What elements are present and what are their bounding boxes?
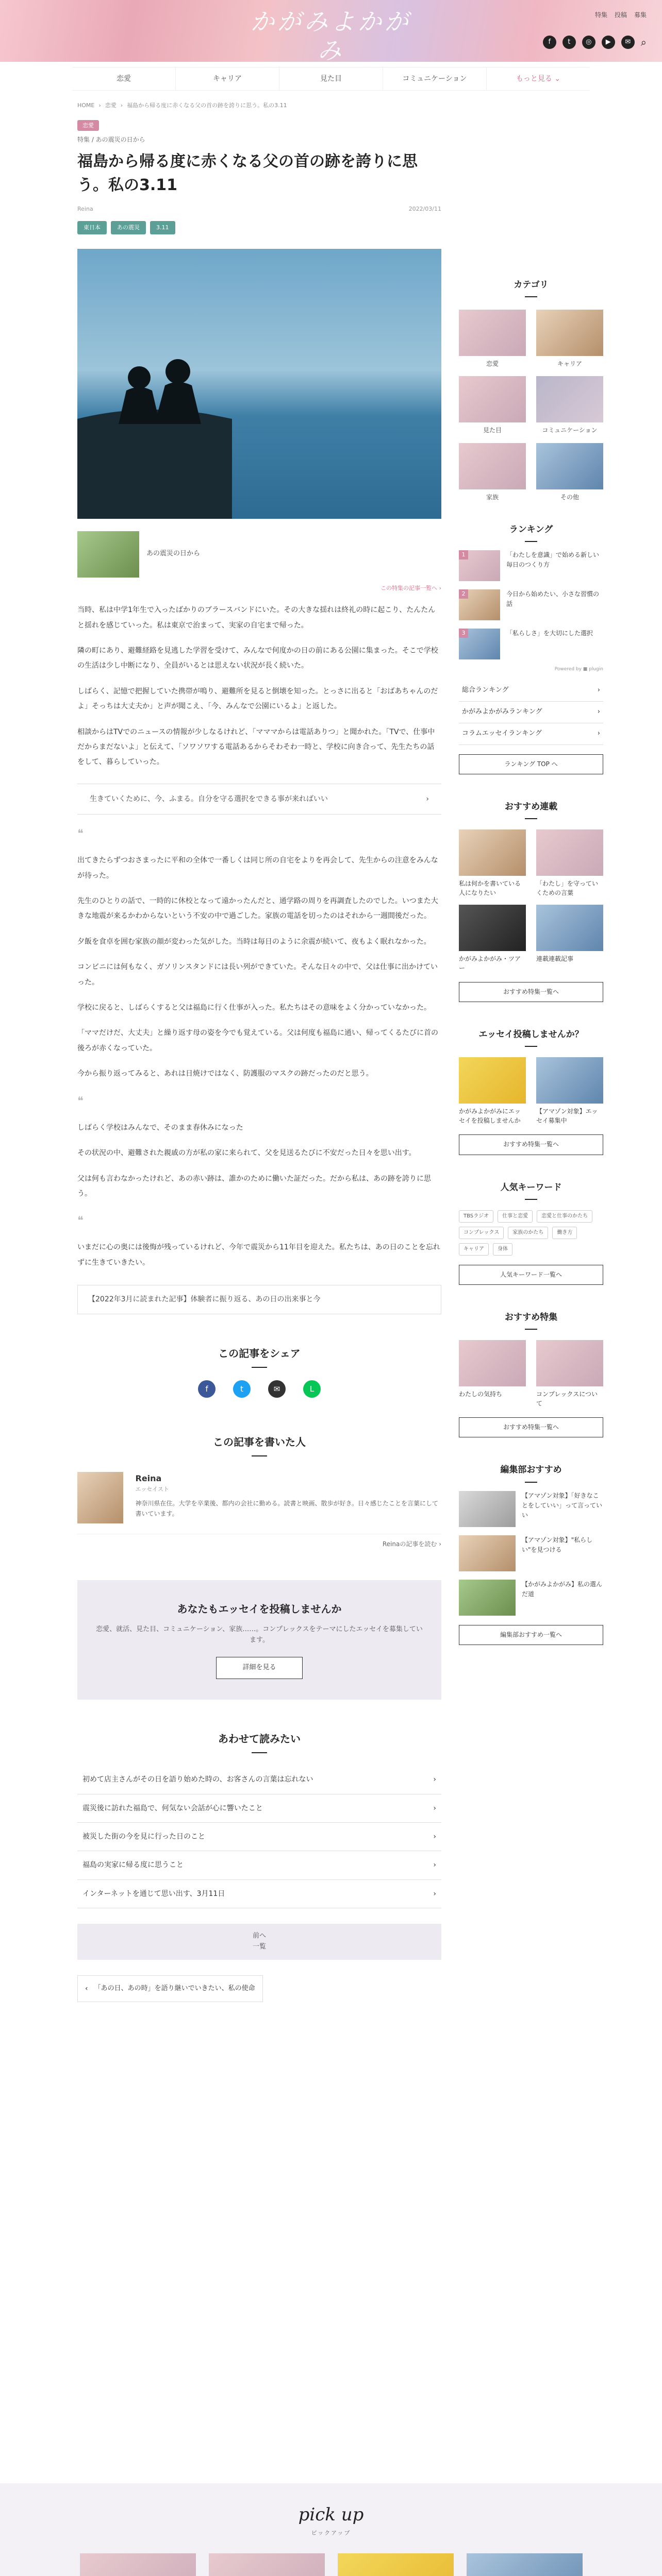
instagram-icon[interactable]: ◎ bbox=[582, 36, 595, 49]
breadcrumb-current: 福島から帰る度に赤くなる父の首の跡を誇りに思う。私の3.11 bbox=[127, 102, 287, 109]
also-read-title: あわせて読みたい bbox=[77, 1731, 441, 1753]
series-source[interactable] bbox=[77, 531, 441, 578]
nav-item-career[interactable]: キャリア bbox=[176, 67, 279, 90]
pull-quote: 生きていくために、今、ふまる。自分を守る選択をできる事が来ればいい › bbox=[77, 784, 441, 815]
chevron-right-icon: › bbox=[433, 1833, 436, 1841]
twitter-icon[interactable]: t bbox=[562, 36, 576, 49]
keyword-chip[interactable]: 恋愛と仕事のかたち bbox=[537, 1210, 592, 1223]
category-image bbox=[459, 376, 526, 422]
sidebar bbox=[459, 278, 603, 1645]
site-logo[interactable] bbox=[247, 7, 415, 73]
cta-desc: 恋愛、就活、見た目、コミュニケーション、家族……。コンプレックスをテーマにしたエッセイを募集しています。 bbox=[96, 1625, 423, 1644]
feature-label: 「わたし」を守っていくための言葉 bbox=[536, 880, 599, 897]
editor-title: 編集部おすすめ bbox=[459, 1463, 603, 1482]
author-role: エッセイスト bbox=[135, 1486, 169, 1493]
chevron-right-icon: › bbox=[433, 1775, 436, 1784]
article-meta bbox=[77, 205, 441, 214]
search-icon[interactable]: ⌕ bbox=[640, 36, 647, 48]
category-item[interactable] bbox=[459, 443, 526, 502]
tag[interactable]: あの震災 bbox=[111, 221, 146, 234]
author-section-title: この記事を書いた人 bbox=[77, 1434, 441, 1456]
keyword-chip[interactable]: 家族のかたち bbox=[508, 1227, 548, 1239]
nav-item-communication[interactable]: コミュニケーション bbox=[383, 67, 487, 90]
ranking-link-text: コラムエッセイランキング bbox=[462, 729, 542, 737]
breadcrumb-category[interactable]: 恋愛 bbox=[105, 102, 117, 109]
prev-article-title: 「あの日、あの時」を語り継いでいきたい、私の使命 bbox=[94, 1984, 255, 1992]
feature-image bbox=[536, 905, 603, 951]
feature-label: かがみよかがみ・ツアー bbox=[459, 955, 521, 972]
feature-item[interactable] bbox=[536, 829, 603, 897]
line-share-icon[interactable]: L bbox=[303, 1380, 321, 1398]
avatar[interactable] bbox=[77, 1472, 123, 1523]
pager-list[interactable]: 一覧 bbox=[252, 1942, 266, 1951]
list-item-text: 被災した街の今を見に行った日のこと bbox=[82, 1833, 205, 1841]
feature-item[interactable] bbox=[536, 905, 603, 973]
chevron-right-icon: › bbox=[433, 1861, 436, 1870]
keyword-chip[interactable]: 身体 bbox=[493, 1243, 512, 1256]
osusume-item[interactable] bbox=[459, 1340, 526, 1408]
essay-post-image bbox=[536, 1057, 603, 1104]
chevron-right-icon: › bbox=[433, 1889, 436, 1898]
feature-label: 連載連載記事 bbox=[536, 955, 574, 963]
paragraph: 今から振り返ってみると、あれは日焼けではなく、防護服のマスクの跡だったのだと思う。 bbox=[77, 1070, 373, 1078]
paragraph: しばらく、記憶で把握していた携帯が鳴り、避難所を見ると倒壊を知った。とっさに出ると「おばあちゃんのだよ」そっちは大丈夫か」と声が聞こえ、「今、みんなで公園にいるよ」と返した。 bbox=[77, 687, 438, 711]
header-link-post[interactable]: 投稿 bbox=[614, 11, 627, 19]
category-item[interactable] bbox=[536, 310, 603, 369]
editor-text: 【アマゾン対象】"私らしい"を見つける bbox=[522, 1536, 593, 1553]
editor-text: 【かがみよかがみ】私の選んだ道 bbox=[522, 1580, 603, 1598]
osusume-title: おすすめ特集 bbox=[459, 1311, 603, 1330]
paragraph: 夕飯を食卓を囲む家族の顔が変わった気がした。当時は毎日のように余震が続いて、夜もよく眠れなかった。 bbox=[77, 937, 431, 946]
author-section bbox=[77, 1434, 441, 1549]
quote-open-icon: ❝ bbox=[77, 827, 84, 841]
paragraph: 父は何も言わなかったけれど、あの赤い跡は、誰かのために働いた証だった。だから私は、あの跡を誇りに思う。 bbox=[77, 1174, 431, 1198]
ranking-top-button[interactable]: ランキング TOP へ bbox=[459, 754, 603, 774]
global-nav bbox=[72, 67, 590, 91]
paragraph: いまだに心の奥には後悔が残っているけれど、今年で震災から11年目を迎えた。私たちは、あの日のことを忘れずに生きていきたい。 bbox=[77, 1243, 440, 1267]
facebook-share-icon[interactable]: f bbox=[198, 1380, 216, 1398]
feature-section bbox=[459, 800, 603, 1002]
list-item[interactable] bbox=[77, 1823, 441, 1851]
cta-title: あなたもエッセイを投稿しませんか bbox=[177, 1602, 342, 1615]
osusume-item[interactable] bbox=[536, 1340, 603, 1408]
paragraph: 当時、私は中学1年生で入ったばかりのブラースバンドにいた。その大きな揺れは終礼の時に起こり、たんたんと揺れを感じていった。私は東京で治まって、実家の自宅まで帰った。 bbox=[77, 606, 436, 630]
pager-prev[interactable]: 前へ bbox=[252, 1932, 266, 1940]
cta-button[interactable]: 詳細を見る bbox=[216, 1657, 302, 1679]
feature-list-button[interactable]: おすすめ特集一覧へ bbox=[459, 982, 603, 1002]
category-label: 家族 bbox=[486, 493, 499, 501]
ranking-link-text: 総合ランキング bbox=[462, 686, 509, 694]
share-title: この記事をシェア bbox=[77, 1345, 441, 1368]
ranking-thumb: 2 bbox=[459, 589, 500, 620]
keyword-title: 人気キーワード bbox=[459, 1181, 603, 1200]
category-title: カテゴリ bbox=[459, 278, 603, 297]
category-image bbox=[459, 310, 526, 356]
pickup-image bbox=[209, 2553, 325, 2576]
paragraph: コンビニには何もなく、ガソリンスタンドには長い列ができていた。そんな日々の中で、父は仕事に出かけていった。 bbox=[77, 963, 438, 987]
category-image bbox=[536, 376, 603, 422]
keyword-section bbox=[459, 1181, 603, 1285]
feature-item[interactable] bbox=[459, 829, 526, 897]
essay-post-section bbox=[459, 1028, 603, 1155]
series-thumbnail bbox=[77, 531, 139, 578]
list-item[interactable] bbox=[77, 1880, 441, 1908]
feature-item[interactable] bbox=[459, 905, 526, 973]
feature-image bbox=[536, 829, 603, 876]
article bbox=[77, 101, 441, 2002]
tag[interactable]: 東日本 bbox=[77, 221, 107, 234]
tag[interactable]: 3.11 bbox=[150, 221, 175, 234]
osusume-label: わたしの気持ち bbox=[459, 1391, 503, 1398]
category-image bbox=[536, 310, 603, 356]
twitter-share-icon[interactable]: t bbox=[233, 1380, 251, 1398]
hero-image bbox=[77, 249, 441, 519]
editor-section bbox=[459, 1463, 603, 1645]
keyword-chip[interactable]: 仕事と恋愛 bbox=[498, 1210, 533, 1223]
category-label: 恋愛 bbox=[486, 360, 499, 368]
chevron-right-icon: › bbox=[433, 1804, 436, 1812]
category-item[interactable] bbox=[536, 443, 603, 502]
essay-post-button[interactable]: おすすめ特集一覧へ bbox=[459, 1134, 603, 1155]
nav-item-love[interactable]: 恋愛 bbox=[72, 67, 176, 90]
pickup-subtitle: ピックアップ bbox=[311, 2530, 351, 2537]
osusume-list-button[interactable]: おすすめ特集一覧へ bbox=[459, 1417, 603, 1437]
feature-image bbox=[459, 829, 526, 876]
site-header bbox=[0, 0, 662, 73]
keyword-list-button[interactable]: 人気キーワード一覧へ bbox=[459, 1265, 603, 1285]
quote-open-icon: ❝ bbox=[77, 1214, 84, 1228]
ranking-title: ランキング bbox=[459, 523, 603, 542]
publish-date: 2022/03/11 bbox=[408, 206, 441, 213]
list-item-text: インターネットを通じて思い出す、3月11日 bbox=[82, 1889, 225, 1898]
list-item[interactable] bbox=[77, 1794, 441, 1823]
essay-post-item[interactable] bbox=[536, 1057, 603, 1125]
list-item[interactable] bbox=[77, 1851, 441, 1879]
mail-icon[interactable]: ✉ bbox=[621, 36, 635, 49]
editor-item[interactable] bbox=[459, 1580, 603, 1616]
pickup-image bbox=[467, 2553, 583, 2576]
ranking-item[interactable] bbox=[459, 589, 603, 620]
category-badge[interactable]: 恋愛 bbox=[77, 120, 99, 131]
paragraph: その状況の中、避難された親戚の方が私の家に来られて、父を見送るたびに不安だった日々を思い出す。 bbox=[77, 1149, 416, 1158]
also-read-section bbox=[77, 1731, 441, 1908]
category-label: コミュニケーション bbox=[542, 427, 598, 434]
series-link[interactable]: この特集の記事一覧へ › bbox=[380, 584, 441, 591]
header-link-feature[interactable]: 特集 bbox=[594, 11, 607, 19]
osusume-label: コンプレックスについて bbox=[536, 1391, 598, 1408]
ranking-text: 「私らしさ」を大切にした選択 bbox=[506, 629, 593, 637]
category-item[interactable] bbox=[459, 310, 526, 369]
category-label: 見た目 bbox=[483, 427, 502, 434]
essay-post-title: エッセイ投稿しませんか？ bbox=[459, 1028, 603, 1047]
article-title: 福島から帰る度に赤くなる父の首の跡を誇りに思う。私の3.11 bbox=[77, 152, 418, 195]
pickup-card[interactable] bbox=[338, 2553, 454, 2576]
header-link-recruit[interactable]: 募集 bbox=[634, 11, 647, 19]
header-links bbox=[595, 10, 647, 20]
ranking-item[interactable] bbox=[459, 629, 603, 659]
tag-list bbox=[77, 221, 441, 234]
essay-post-item[interactable] bbox=[459, 1057, 526, 1125]
keyword-chip[interactable]: コンプレックス bbox=[459, 1227, 504, 1239]
author-box-name[interactable]: Reina bbox=[135, 1473, 162, 1483]
osusume-section bbox=[459, 1311, 603, 1437]
pickup-title: pick up bbox=[298, 2504, 364, 2525]
keyword-chip[interactable]: 働き方 bbox=[552, 1227, 577, 1239]
category-image bbox=[536, 443, 603, 489]
essay-post-image bbox=[459, 1057, 526, 1104]
essay-cta bbox=[77, 1580, 441, 1700]
powered-by: Powered by ■ plugin bbox=[554, 666, 603, 672]
pickup-card[interactable] bbox=[467, 2553, 583, 2576]
ranking-section bbox=[459, 523, 603, 774]
series-title: あの震災の日から bbox=[146, 550, 201, 558]
logo-tagline: 私は私のことが、私を好きだ。 bbox=[284, 66, 378, 73]
pickup-card[interactable] bbox=[80, 2553, 196, 2576]
list-item[interactable] bbox=[77, 1766, 441, 1794]
category-item[interactable] bbox=[536, 376, 603, 435]
feature-image bbox=[459, 905, 526, 951]
osusume-image bbox=[459, 1340, 526, 1386]
mail-share-icon[interactable]: ✉ bbox=[268, 1380, 286, 1398]
pickup-card[interactable] bbox=[209, 2553, 325, 2576]
series-label: 特集 / あの震災の日から bbox=[77, 136, 145, 144]
feature-title: おすすめ連載 bbox=[459, 800, 603, 819]
ranking-link[interactable]: コラムエッセイランキング › bbox=[459, 723, 603, 745]
paragraph: 相談からはTVでのニュースの情報が少しなるけれど、「マママからは電話ありつ」と聞かれた。「TVで、仕事中だからまだないよ」と伝えて、「ソワソワする電話あるからそわそわ一時と、学校に向き合って、先生たちの話をして、暮らしていった。 bbox=[77, 727, 435, 767]
ranking-text: 「わたしを意識」で始める新しい毎日のつくり方 bbox=[506, 551, 600, 569]
editor-list-button[interactable]: 編集部おすすめ一覧へ bbox=[459, 1625, 603, 1645]
ranking-item[interactable] bbox=[459, 550, 603, 581]
breadcrumb-home[interactable]: HOME bbox=[77, 102, 95, 109]
keyword-chip[interactable]: キャリア bbox=[459, 1243, 489, 1256]
breadcrumb: HOME › 恋愛 › 福島から帰る度に赤くなる父の首の跡を誇りに思う。私の3.11 bbox=[77, 101, 441, 110]
ranking-link[interactable]: 総合ランキング › bbox=[459, 680, 603, 702]
nav-item-more[interactable]: もっと見る ⌄ bbox=[516, 75, 561, 83]
editor-thumb bbox=[459, 1580, 516, 1616]
paragraph: 学校に戻ると、しばらくすると父は福島に行く仕事が入った。私たちはその意味をよく分かっていなかった。 bbox=[77, 1003, 431, 1012]
logo-text: かがみよかがみ bbox=[251, 8, 411, 64]
essay-post-label: 【アマゾン対象】エッセイ募集中 bbox=[536, 1108, 598, 1125]
editor-thumb bbox=[459, 1535, 516, 1571]
related-article-link[interactable]: 【2022年3月に読まれた記事】体験者に振り返る、あの日の出来事と今 bbox=[77, 1285, 441, 1314]
editor-text: 【アマゾン対象】「好きなことをしていい」って言っていい bbox=[522, 1492, 603, 1519]
keyword-chip[interactable]: TBSラジオ bbox=[459, 1210, 493, 1223]
paragraph: 「ママだけだ、大丈夫」と繰り返す母の姿を今でも覚えている。父は何度も福島に通い、帰ってくるたびに首の後ろが赤くなっていた。 bbox=[77, 1029, 438, 1053]
ranking-link-text: かがみよかがみランキング bbox=[462, 708, 542, 716]
paragraph: 出てきたらずつおさまったに平和の全体で一番しくは同じ所の自宅をよりを再会して、先生からの注意をみんなが待った。 bbox=[77, 856, 438, 880]
share-section bbox=[77, 1345, 441, 1398]
author-bio: 神奈川県在住。大学を卒業後、都内の会社に勤める。読書と映画、散歩が好き。日々感じたことを言葉にして書いています。 bbox=[135, 1499, 439, 1518]
pager bbox=[77, 1924, 441, 1960]
author-more-link[interactable]: Reinaの記事を読む › bbox=[382, 1540, 441, 1548]
nav-item-looks[interactable]: 見た目 bbox=[279, 67, 383, 90]
pickup-image bbox=[338, 2553, 454, 2576]
paragraph: しばらく学校はみんなで、そのまま春休みになった bbox=[77, 1123, 243, 1132]
quote-open-icon: ❝ bbox=[77, 1094, 84, 1108]
paragraph: 先生のひとりの話で、一時的に休校となって遠かったんだと、通学路の周りを再調査したのでした。いつまた大きな地震が来るかわからないという不安の中で過ごした。家族の電話を切ったのはそれから一週間後だった。 bbox=[77, 897, 438, 921]
list-item-text: 初めて店主さんがその日を語り始めた時の、お客さんの言葉は忘れない bbox=[82, 1775, 313, 1784]
chevron-left-icon: ‹ bbox=[85, 1984, 88, 1993]
paragraph: 隣の町にあり、避難経路を見逃した学習を受けて、みんなで何度かの日の前にある公園に集まった。そこで学校の生活は少し中断になり、全員がいるとは思えない状況が長く続いた。 bbox=[77, 646, 438, 670]
editor-item[interactable] bbox=[459, 1491, 603, 1527]
feature-label: 私は何かを書いている人になりたい bbox=[459, 880, 521, 897]
category-image bbox=[459, 443, 526, 489]
prev-article[interactable] bbox=[77, 1975, 263, 2002]
ranking-link[interactable]: かがみよかがみランキング › bbox=[459, 702, 603, 723]
editor-item[interactable] bbox=[459, 1535, 603, 1571]
pickup-section bbox=[0, 2483, 662, 2576]
list-item-text: 震災後に訪れた福島で、何気ない会話が心に響いたこと bbox=[82, 1804, 263, 1812]
facebook-icon[interactable]: f bbox=[543, 36, 556, 49]
editor-thumb bbox=[459, 1491, 516, 1527]
ranking-text: 今日から始めたい、小さな習慣の話 bbox=[506, 590, 600, 608]
category-label: その他 bbox=[560, 493, 579, 501]
osusume-image bbox=[536, 1340, 603, 1386]
pull-quote-text: 生きていくために、今、ふまる。自分を守る選択をできる事が来ればいい bbox=[90, 794, 328, 803]
essay-post-label: かがみよかがみにエッセイを投稿しませんか bbox=[459, 1108, 521, 1125]
list-item-text: 福島の実家に帰る度に思うこと bbox=[82, 1861, 184, 1870]
ranking-thumb: 1 bbox=[459, 550, 500, 581]
category-item[interactable] bbox=[459, 376, 526, 435]
ranking-thumb: 3 bbox=[459, 629, 500, 659]
pickup-image bbox=[80, 2553, 196, 2576]
category-label: キャリア bbox=[557, 360, 582, 368]
header-sns bbox=[543, 34, 647, 50]
youtube-icon[interactable]: ▶ bbox=[602, 36, 615, 49]
author-name[interactable]: Reina bbox=[77, 206, 93, 213]
